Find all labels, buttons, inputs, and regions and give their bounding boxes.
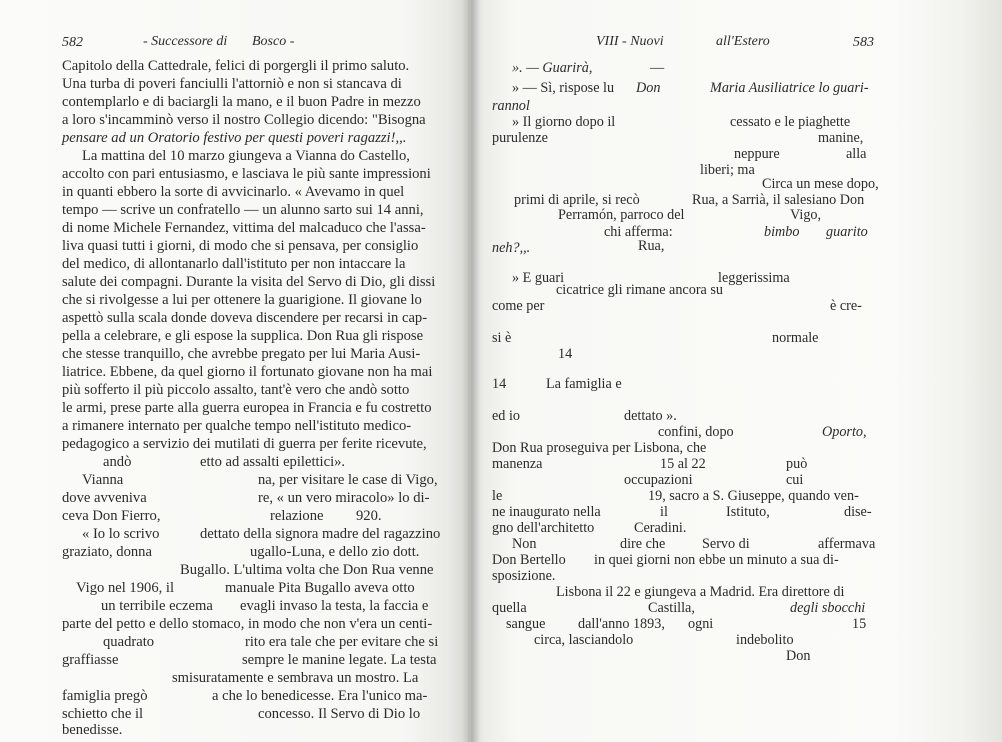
text-fragment: cicatrice gli rimane ancora su [556,282,724,298]
text-line: aspettò sulla scala donde doveva discendere per recarsi in cap- [62,310,428,326]
text-line: pensare ad un Oratorio festivo per questi poveri ragazzi!,,. [62,130,407,146]
text-fragment: La famiglia e [546,376,622,392]
text-fragment: cessato e le piaghette [730,114,851,130]
text-line: più sofferto il più piccolo assalto, tant'è vero che andò sotto [62,382,410,398]
left-page-number: 582 [62,35,83,50]
text-line: liatrice. Ebbene, da quel giorno il fortunato giovane non ha mai [62,364,433,380]
left-running-head: - Successore di [143,34,228,49]
text-fragment: il [660,504,668,520]
text-fragment: in quei giorni non ebbe un minuto a sua di- [594,552,839,568]
text-fragment: Don [786,648,811,664]
text-fragment: 19, sacro a S. Giuseppe, quando ven- [648,488,859,504]
text-fragment: rannol [492,98,530,114]
text-fragment: Oporto, [822,424,867,440]
text-fragment: dise- [844,504,872,520]
text-fragment: Vigo, [790,207,822,223]
text-fragment: » — Sì, rispose lu [512,80,615,96]
text-fragment: — [650,60,665,76]
left-running-head-cont: Bosco - [252,34,295,49]
text-fragment: Servo di [702,536,750,552]
text-fragment: Castilla, [648,600,695,616]
text-fragment: guarito [826,224,868,240]
text-line: che si rivolgesse a lui per ottenere la guarigione. Il giovane lo [62,292,422,308]
text-fragment: 15 al 22 [660,456,706,472]
text-fragment: evagli invaso la testa, la faccia e [240,598,429,614]
text-fragment: indebolito [736,632,794,648]
text-fragment: Don Rua proseguiva per Lisbona, che [492,440,707,456]
text-fragment: purulenze [492,130,548,146]
text-line: La mattina del 10 marzo giungeva a Vianna do Castello, [82,148,410,164]
text-line: del medico, di allontanarlo dall'istituto per non intaccare la [62,256,406,272]
text-fragment: relazione [270,508,324,524]
text-line: liva quasi tutti i giorni, di modo che si pensava, per consiglio [62,238,419,254]
text-fragment: quadrato [103,634,155,650]
text-fragment: 920. [356,508,382,524]
text-fragment: Don Bertello [492,552,566,568]
text-fragment: na, per visitare le case di Vigo, [258,472,438,488]
text-fragment: benedisse. [62,722,123,738]
text-fragment: smisuratamente e sembrava un mostro. La [172,670,419,686]
text-fragment: ceva Don Fierro, [62,508,161,524]
text-line: accolto con pari entusiasmo, e lasciava le più sante impressioni [62,166,431,182]
text-fragment: confini, dopo [658,424,734,440]
text-fragment: può [786,456,808,472]
text-fragment: 14 [492,376,507,392]
text-fragment: si è [492,330,512,346]
text-fragment: liberi; ma [700,162,755,178]
text-fragment: Vianna [82,472,124,488]
book-gutter-shadow [462,0,480,742]
text-fragment: dettato della signora madre del ragazzino [200,526,441,542]
text-fragment: manine, [818,130,864,146]
text-fragment: manuale Pita Bugallo aveva otto [225,580,415,596]
text-fragment: un terribile eczema [101,598,213,614]
text-fragment: 15 [852,616,867,632]
text-fragment: è cre- [830,298,862,314]
text-line: pella a celebrare, e gli espose la supplica. Don Rua gli rispose [62,328,424,344]
text-fragment: » E guari [512,270,565,286]
text-fragment: Circa un mese dopo, [762,176,879,192]
text-fragment: schietto che il [62,706,144,722]
text-fragment: Perramón, parroco del [558,207,685,223]
text-fragment: Rua, a Sarrià, il salesiano Don [692,192,865,208]
right-page-number: 583 [853,35,874,50]
text-fragment: andò [103,454,132,470]
text-fragment: Istituto, [726,504,770,520]
text-fragment: graffiasse [62,652,119,668]
text-fragment: le [492,488,503,504]
text-line: pedagogico a servizio dei mutilati di guerra per ferite ricevute, [62,436,427,452]
text-fragment: normale [772,330,819,346]
text-line: parte del petto e dello stomaco, in modo che non v'era un centi- [62,616,433,632]
right-running-head: VIII - Nuovi [596,34,664,49]
text-line: di nome Michele Fernandez, vittima del malcaduco che l'assa- [62,220,426,236]
text-fragment: come per [492,298,545,314]
text-line: in quanti ebbero la sorte di avvicinarlo. « Avevamo in quel [62,184,405,200]
text-line: tempo — scrive un confratello — un alunno sarto sui 14 anni, [62,202,424,218]
text-fragment: Lisbona il 22 e giungeva a Madrid. Era direttore di [556,584,845,600]
text-fragment: concesso. Il Servo di Dio lo [258,706,421,722]
text-fragment: Bugallo. L'ultima volta che Don Rua venne [180,562,434,578]
text-line: a rimanere internato per qualche tempo nell'istituto medico- [62,418,412,434]
text-fragment: chi afferma: [604,224,673,240]
text-fragment: sangue [506,616,546,632]
text-line: salute dei compagni. Durante la visita del Servo di Dio, gli dissi [62,274,436,290]
text-fragment: ». — Guarirà, [512,60,593,76]
text-fragment: degli sbocchi [790,600,866,616]
text-fragment: ugallo-Luna, e dello zio dott. [250,544,420,560]
text-fragment: ne inaugurato nella [492,504,601,520]
text-fragment: primi di aprile, si recò [514,192,640,208]
text-fragment: graziato, donna [62,544,152,560]
text-line: Capitolo della Cattedrale, felici di porgergli il primo saluto. [62,58,410,74]
text-fragment: gno dell'architetto [492,520,595,536]
text-fragment: affermava [818,536,876,552]
text-fragment: occupazioni [624,472,693,488]
text-fragment: Don [636,80,661,96]
text-fragment: alla [846,146,867,162]
text-fragment: rito era tale che per evitare che si [245,634,439,650]
text-line: che stesse tranquillo, che avrebbe pregato per lui Maria Ausi- [62,346,421,362]
text-fragment: neppure [734,146,780,162]
text-fragment: 14 [558,346,573,362]
text-fragment: etto ad assalti epilettici». [200,454,346,470]
text-fragment: re, « un vero miracolo» lo di- [258,490,430,506]
text-fragment: sempre le manine legate. La testa [242,652,437,668]
text-fragment: Maria Ausiliatrice lo guari- [710,80,869,96]
text-fragment: sposizione. [492,568,556,584]
text-fragment: dettato ». [624,408,677,424]
text-fragment: famiglia pregò [62,688,148,704]
text-fragment: leggerissima [718,270,790,286]
text-line: Una turba di poveri fanciulli l'attorniò e non si stancava di [62,76,402,92]
right-page [468,0,1002,742]
text-fragment: bimbo [764,224,800,240]
text-fragment: quella [492,600,527,616]
text-fragment: cui [786,472,804,488]
text-fragment: Vigo nel 1906, il [76,580,175,596]
text-fragment: a che lo benedicesse. Era l'unico ma- [212,688,428,704]
text-fragment: « Io lo scrivo [82,526,160,542]
right-running-head-cont: all'Estero [716,34,770,49]
text-line: a loro s'incamminò verso il nostro Collegio dicendo: "Bisogna [62,112,426,128]
text-fragment: dall'anno 1893, [578,616,665,632]
text-fragment: neh?,,. [492,240,531,256]
text-fragment: manenza [492,456,543,472]
text-fragment: Non [512,536,537,552]
text-line: contemplarlo e di baciargli la mano, e il buon Padre in mezzo [62,94,421,110]
text-fragment: ogni [688,616,714,632]
text-fragment: Rua, [638,238,665,254]
text-fragment: dire che [620,536,666,552]
text-fragment: Ceradini. [634,520,687,536]
text-fragment: circa, lasciandolo [534,632,634,648]
text-fragment: ed io [492,408,520,424]
text-line: le armi, prese parte alla guerra europea in Francia e fu costretto [62,400,432,416]
text-fragment: » Il giorno dopo il [512,114,616,130]
text-fragment: dove avveniva [62,490,147,506]
